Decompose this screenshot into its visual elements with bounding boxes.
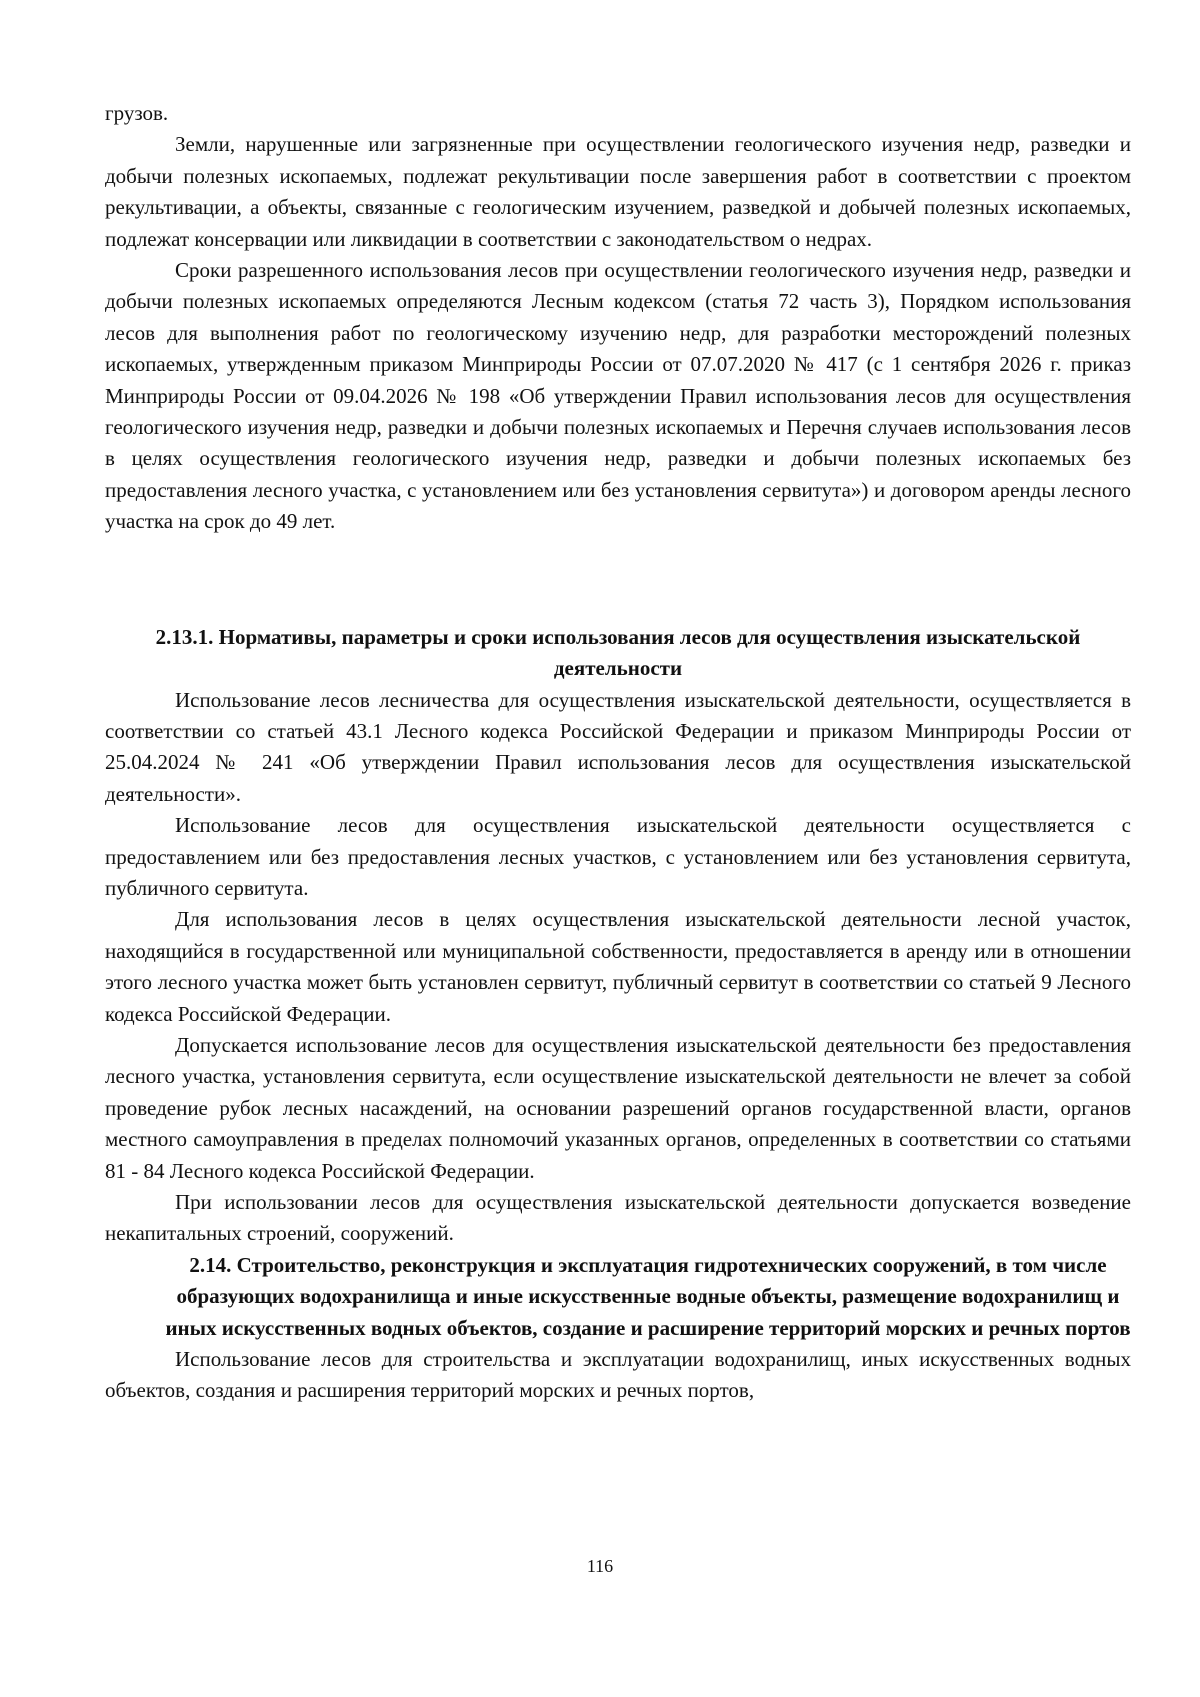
page-number: 116 — [586, 1556, 614, 1576]
paragraph-survey-lease: Для использования лесов в целях осуществления изыскательской деятельности лесной участок, находящийся в государственной или муниципальной собственности, предоставляется в аренду или в отношении этого лесного участка может быть установлен сервитут, публичный сервитут в соответствии со статьей 9 Лесного кодекса Российской Федерации. — [105, 907, 1131, 1026]
paragraph-survey-without-provision: Допускается использование лесов для осуществления изыскательской деятельности без предоставления лесного участка, установления сервитута, если осуществление изыскательской деятельности не влечет за собой проведение рубок лесных насаждений, на основании разрешений органов государственной власти, органов местного самоуправления в пределах полномочий указанных органов, определенных в соответствии со статьями 81 - 84 Лесного кодекса Российской Федерации. — [105, 1032, 1131, 1183]
page-content — [105, 98, 1131, 1407]
paragraph-survey-provision: Использование лесов для осуществления изыскательской деятельности осуществляется с предоставлением или без предоставления лесных участков, с установлением или без установления сервитута, публичного сервитута. — [105, 813, 1131, 900]
paragraph-continuation: грузов. — [105, 101, 169, 125]
paragraph-survey-structures: При использовании лесов для осуществления изыскательской деятельности допускается возведение некапитальных строений, сооружений. — [105, 1190, 1131, 1246]
paragraph-survey-basis: Использование лесов лесничества для осуществления изыскательской деятельности, осуществляется в соответствии со статьей 43.1 Лесного кодекса Российской Федерации и приказом Минприроды России от 25.04.2024 № 241 «Об утверждении Правил использования лесов для осуществления изыскательской деятельности». — [105, 687, 1131, 806]
section-heading-2-13-1: 2.13.1. Нормативы, параметры и сроки использования лесов для осуществления изыскательской деятельности — [155, 624, 1081, 681]
paragraph-hydro-usage: Использование лесов для строительства и эксплуатации водохранилищ, иных искусственных водных объектов, создания и расширения территорий морских и речных портов, — [105, 1347, 1131, 1403]
paragraph-usage-terms: Сроки разрешенного использования лесов при осуществлении геологического изучения недр, разведки и добычи полезных ископаемых определяются Лесным кодексом (статья 72 часть 3), Порядком использования лесов для выполнения работ по геологическому изучению недр, для разработки месторождений полезных ископаемых, утвержденным приказом Минприроды России от 07.07.2020 № 417 (с 1 сентября 2026 г. приказ Минприроды России от 09.04.2026 № 198 «Об утверждении Правил использования лесов для осуществления геологического изучения недр, разведки и добычи полезных ископаемых и Перечня случаев использования лесов в целях осуществления геологического изучения недр, разведки и добычи полезных ископаемых без предоставления лесного участка, с установлением или без установления сервитута») и договором аренды лесного участка на срок до 49 лет. — [105, 258, 1131, 534]
paragraph-land-reclamation: Земли, нарушенные или загрязненные при осуществлении геологического изучения недр, разведки и добычи полезных ископаемых, подлежат рекультивации после завершения работ в соответствии с проектом рекультивации, а объекты, связанные с геологическим изучением, разведкой и добычей полезных ископаемых, подлежат консервации или ликвидации в соответствии с законодательством о недрах. — [105, 132, 1131, 251]
section-heading-2-14: 2.14. Строительство, реконструкция и эксплуатация гидротехнических сооружений, в том числе образующих водохранилища и иные искусственные водные объекты, размещение водохранилищ и иных искусственных водных объектов, создание и расширение территорий морских и речных портов — [165, 1252, 1131, 1340]
